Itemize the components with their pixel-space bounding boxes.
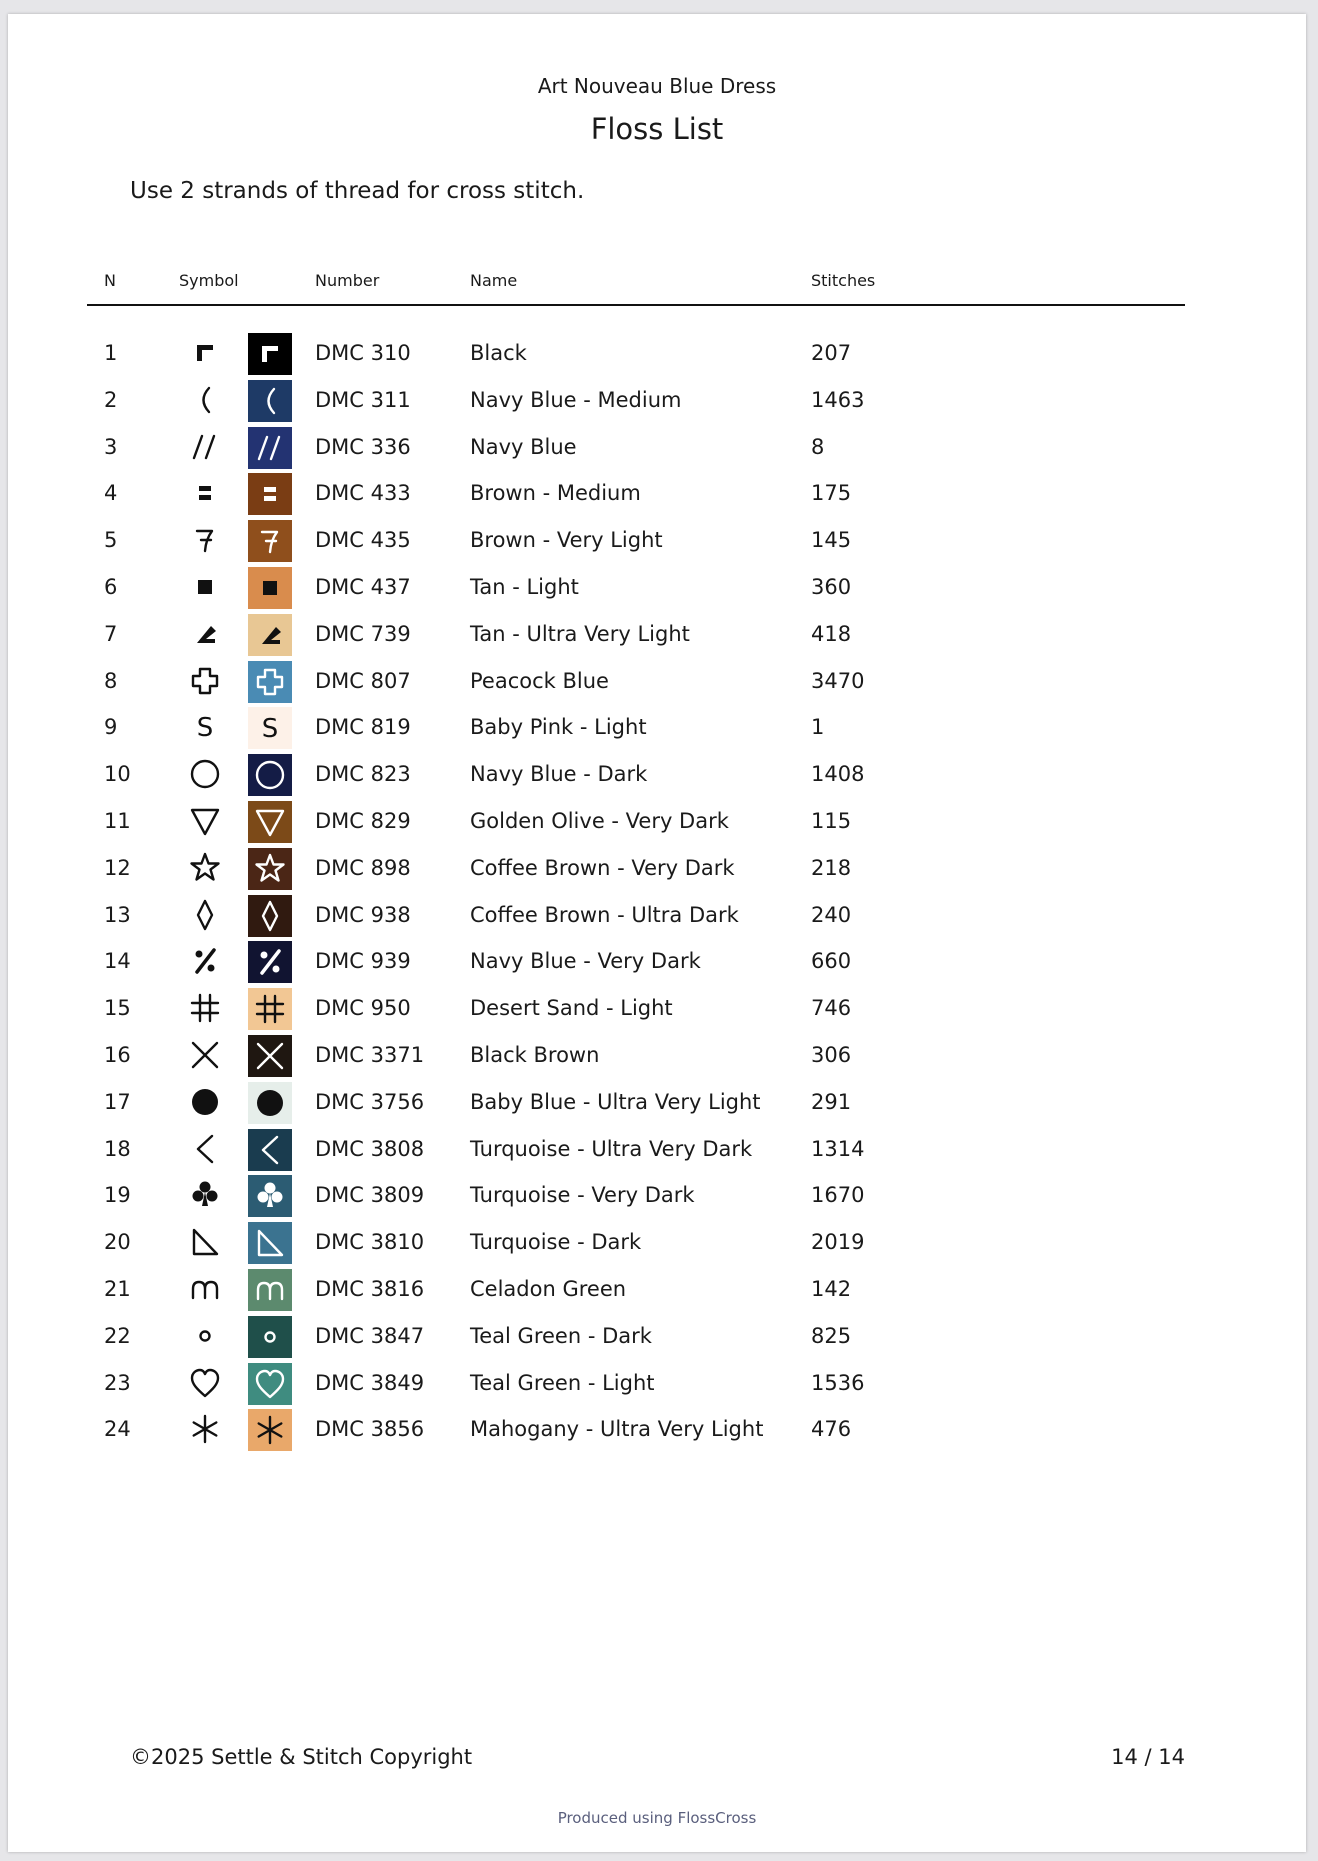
floss-number: DMC 3856 bbox=[315, 1417, 425, 1441]
table-row bbox=[8, 1126, 1306, 1172]
row-index: 6 bbox=[104, 575, 118, 599]
floss-number: DMC 739 bbox=[315, 622, 411, 646]
row-index: 13 bbox=[104, 903, 131, 927]
copyright: ©2025 Settle & Stitch Copyright bbox=[130, 1745, 473, 1769]
row-index: 18 bbox=[104, 1137, 131, 1161]
floss-name: Turquoise - Very Dark bbox=[470, 1183, 695, 1207]
row-index: 17 bbox=[104, 1090, 131, 1114]
stitch-count: 418 bbox=[811, 622, 852, 646]
crescent-icon bbox=[185, 377, 225, 423]
table-row bbox=[8, 985, 1306, 1031]
floss-number: DMC 311 bbox=[315, 388, 411, 412]
row-index: 4 bbox=[104, 481, 118, 505]
stitch-count: 306 bbox=[811, 1043, 852, 1067]
header-n: N bbox=[104, 271, 116, 290]
stitch-count: 115 bbox=[811, 809, 852, 833]
table-row bbox=[8, 1079, 1306, 1125]
triangle-down-swatch-icon bbox=[248, 801, 292, 843]
floss-name: Navy Blue - Medium bbox=[470, 388, 682, 412]
circle-icon bbox=[185, 751, 225, 797]
heart-icon bbox=[185, 1360, 225, 1406]
percent-swatch-icon bbox=[248, 941, 292, 983]
club-icon bbox=[185, 1172, 225, 1218]
row-index: 21 bbox=[104, 1277, 131, 1301]
stitch-count: 825 bbox=[811, 1324, 852, 1348]
floss-name: Coffee Brown - Ultra Dark bbox=[470, 903, 739, 927]
seven-icon bbox=[185, 517, 225, 563]
double-slash-icon bbox=[185, 424, 225, 470]
floss-name: Baby Pink - Light bbox=[470, 715, 647, 739]
diamond-swatch-icon bbox=[248, 895, 292, 937]
table-row bbox=[8, 845, 1306, 891]
header-name: Name bbox=[470, 271, 518, 290]
floss-name: Baby Blue - Ultra Very Light bbox=[470, 1090, 761, 1114]
floss-name: Mahogany - Ultra Very Light bbox=[470, 1417, 764, 1441]
stitch-count: 746 bbox=[811, 996, 852, 1020]
table-row bbox=[8, 470, 1306, 516]
row-index: 11 bbox=[104, 809, 131, 833]
produced-by: Produced using FlossCross bbox=[557, 1809, 757, 1827]
header-stitches: Stitches bbox=[811, 271, 876, 290]
floss-name: Navy Blue - Dark bbox=[470, 762, 648, 786]
svg-text:S: S bbox=[196, 713, 214, 743]
floss-number: DMC 823 bbox=[315, 762, 411, 786]
floss-number: DMC 898 bbox=[315, 856, 411, 880]
row-index: 20 bbox=[104, 1230, 131, 1254]
floss-number: DMC 3810 bbox=[315, 1230, 425, 1254]
right-triangle-swatch-icon bbox=[248, 1222, 292, 1264]
s-swatch-icon bbox=[248, 707, 292, 749]
floss-number: DMC 3816 bbox=[315, 1277, 425, 1301]
row-index: 1 bbox=[104, 341, 118, 365]
floss-name: Tan - Light bbox=[470, 575, 579, 599]
table-row bbox=[8, 1219, 1306, 1265]
floss-number: DMC 807 bbox=[315, 669, 411, 693]
floss-name: Peacock Blue bbox=[470, 669, 609, 693]
corner-icon bbox=[185, 330, 225, 376]
floss-number: DMC 435 bbox=[315, 528, 411, 552]
floss-name: Celadon Green bbox=[470, 1277, 627, 1301]
stitch-count: 2019 bbox=[811, 1230, 865, 1254]
stitch-count: 8 bbox=[811, 435, 825, 459]
star-swatch-icon bbox=[248, 848, 292, 890]
triangle-down-icon bbox=[185, 798, 225, 844]
table-row bbox=[8, 517, 1306, 563]
equals-swatch-icon bbox=[248, 473, 292, 515]
square-icon bbox=[185, 564, 225, 610]
floss-name: Navy Blue bbox=[470, 435, 577, 459]
m-icon bbox=[185, 1266, 225, 1312]
floss-list-page bbox=[8, 14, 1306, 1852]
small-ring-swatch-icon bbox=[248, 1316, 292, 1358]
floss-name: Black Brown bbox=[470, 1043, 600, 1067]
pattern-title: Art Nouveau Blue Dress bbox=[537, 74, 777, 98]
header-symbol: Symbol bbox=[179, 271, 239, 290]
floss-name: Tan - Ultra Very Light bbox=[470, 622, 690, 646]
floss-number: DMC 3849 bbox=[315, 1371, 425, 1395]
floss-name: Coffee Brown - Very Dark bbox=[470, 856, 735, 880]
wedge-swatch-icon bbox=[248, 614, 292, 656]
s-icon bbox=[185, 704, 225, 750]
floss-number: DMC 433 bbox=[315, 481, 411, 505]
floss-name: Teal Green - Light bbox=[470, 1371, 655, 1395]
row-index: 10 bbox=[104, 762, 131, 786]
table-row bbox=[8, 1406, 1306, 1452]
stitch-count: 1408 bbox=[811, 762, 865, 786]
m-swatch-icon bbox=[248, 1269, 292, 1311]
stitch-count: 3470 bbox=[811, 669, 865, 693]
stitch-count: 1 bbox=[811, 715, 825, 739]
row-index: 19 bbox=[104, 1183, 131, 1207]
row-index: 3 bbox=[104, 435, 118, 459]
diamond-icon bbox=[185, 892, 225, 938]
row-index: 5 bbox=[104, 528, 118, 552]
floss-number: DMC 3847 bbox=[315, 1324, 425, 1348]
stitch-count: 360 bbox=[811, 575, 852, 599]
seven-swatch-icon bbox=[248, 520, 292, 562]
table-row bbox=[8, 798, 1306, 844]
stitch-count: 240 bbox=[811, 903, 852, 927]
equals-icon bbox=[185, 470, 225, 516]
floss-number: DMC 3371 bbox=[315, 1043, 425, 1067]
stitch-count: 175 bbox=[811, 481, 852, 505]
row-index: 15 bbox=[104, 996, 131, 1020]
stitch-count: 218 bbox=[811, 856, 852, 880]
club-swatch-icon bbox=[248, 1175, 292, 1217]
table-row bbox=[8, 377, 1306, 423]
stitch-count: 142 bbox=[811, 1277, 852, 1301]
asterisk-swatch-icon bbox=[248, 1409, 292, 1451]
stitch-count: 291 bbox=[811, 1090, 852, 1114]
stitch-count: 207 bbox=[811, 341, 852, 365]
page-title: Floss List bbox=[590, 112, 724, 146]
chevron-left-swatch-icon bbox=[248, 1129, 292, 1171]
cross-outline-swatch-icon bbox=[248, 661, 292, 703]
floss-number: DMC 938 bbox=[315, 903, 411, 927]
floss-number: DMC 3809 bbox=[315, 1183, 425, 1207]
dot-swatch-icon bbox=[248, 1082, 292, 1124]
asterisk-icon bbox=[185, 1406, 225, 1452]
floss-number: DMC 310 bbox=[315, 341, 411, 365]
dot-icon bbox=[185, 1079, 225, 1125]
row-index: 24 bbox=[104, 1417, 131, 1441]
corner-swatch-icon bbox=[248, 333, 292, 375]
floss-number: DMC 437 bbox=[315, 575, 411, 599]
table-row bbox=[8, 611, 1306, 657]
floss-name: Turquoise - Ultra Very Dark bbox=[470, 1137, 753, 1161]
floss-name: Turquoise - Dark bbox=[470, 1230, 642, 1254]
x-swatch-icon bbox=[248, 1035, 292, 1077]
wedge-icon bbox=[185, 611, 225, 657]
floss-number: DMC 950 bbox=[315, 996, 411, 1020]
stitch-count: 145 bbox=[811, 528, 852, 552]
floss-number: DMC 819 bbox=[315, 715, 411, 739]
table-row bbox=[8, 424, 1306, 470]
star-icon bbox=[185, 845, 225, 891]
stitch-count: 1463 bbox=[811, 388, 865, 412]
table-row bbox=[8, 704, 1306, 750]
row-index: 22 bbox=[104, 1324, 131, 1348]
floss-number: DMC 3756 bbox=[315, 1090, 425, 1114]
heart-swatch-icon bbox=[248, 1363, 292, 1405]
small-ring-icon bbox=[185, 1313, 225, 1359]
row-index: 2 bbox=[104, 388, 118, 412]
floss-name: Brown - Very Light bbox=[470, 528, 663, 552]
x-icon bbox=[185, 1032, 225, 1078]
floss-name: Brown - Medium bbox=[470, 481, 641, 505]
floss-name: Black bbox=[470, 341, 527, 365]
floss-number: DMC 336 bbox=[315, 435, 411, 459]
row-index: 23 bbox=[104, 1371, 131, 1395]
row-index: 12 bbox=[104, 856, 131, 880]
table-row bbox=[8, 892, 1306, 938]
table-row bbox=[8, 1360, 1306, 1406]
floss-name: Golden Olive - Very Dark bbox=[470, 809, 729, 833]
table-row bbox=[8, 658, 1306, 704]
header-rule bbox=[87, 304, 1185, 306]
floss-name: Desert Sand - Light bbox=[470, 996, 673, 1020]
row-index: 14 bbox=[104, 949, 131, 973]
stitch-count: 1670 bbox=[811, 1183, 865, 1207]
svg-text:S: S bbox=[261, 714, 279, 744]
page-number: 14 / 14 bbox=[1111, 1745, 1185, 1769]
hash-swatch-icon bbox=[248, 988, 292, 1030]
table-row bbox=[8, 564, 1306, 610]
double-slash-swatch-icon bbox=[248, 427, 292, 469]
floss-number: DMC 829 bbox=[315, 809, 411, 833]
row-index: 7 bbox=[104, 622, 118, 646]
floss-name: Navy Blue - Very Dark bbox=[470, 949, 701, 973]
table-row bbox=[8, 1032, 1306, 1078]
row-index: 9 bbox=[104, 715, 118, 739]
floss-name: Teal Green - Dark bbox=[470, 1324, 652, 1348]
header-number: Number bbox=[315, 271, 380, 290]
table-row bbox=[8, 938, 1306, 984]
table-row bbox=[8, 330, 1306, 376]
table-row bbox=[8, 751, 1306, 797]
crescent-swatch-icon bbox=[248, 380, 292, 422]
percent-icon bbox=[185, 938, 225, 984]
hash-icon bbox=[185, 985, 225, 1031]
chevron-left-icon bbox=[185, 1126, 225, 1172]
right-triangle-icon bbox=[185, 1219, 225, 1265]
stitch-count: 660 bbox=[811, 949, 852, 973]
row-index: 16 bbox=[104, 1043, 131, 1067]
circle-swatch-icon bbox=[248, 754, 292, 796]
table-row bbox=[8, 1266, 1306, 1312]
stitch-count: 1314 bbox=[811, 1137, 865, 1161]
table-row bbox=[8, 1172, 1306, 1218]
square-swatch-icon bbox=[248, 567, 292, 609]
stitch-count: 476 bbox=[811, 1417, 852, 1441]
floss-number: DMC 3808 bbox=[315, 1137, 425, 1161]
table-row bbox=[8, 1313, 1306, 1359]
strand-instructions: Use 2 strands of thread for cross stitch. bbox=[130, 178, 585, 204]
floss-number: DMC 939 bbox=[315, 949, 411, 973]
cross-outline-icon bbox=[185, 658, 225, 704]
stitch-count: 1536 bbox=[811, 1371, 865, 1395]
row-index: 8 bbox=[104, 669, 118, 693]
